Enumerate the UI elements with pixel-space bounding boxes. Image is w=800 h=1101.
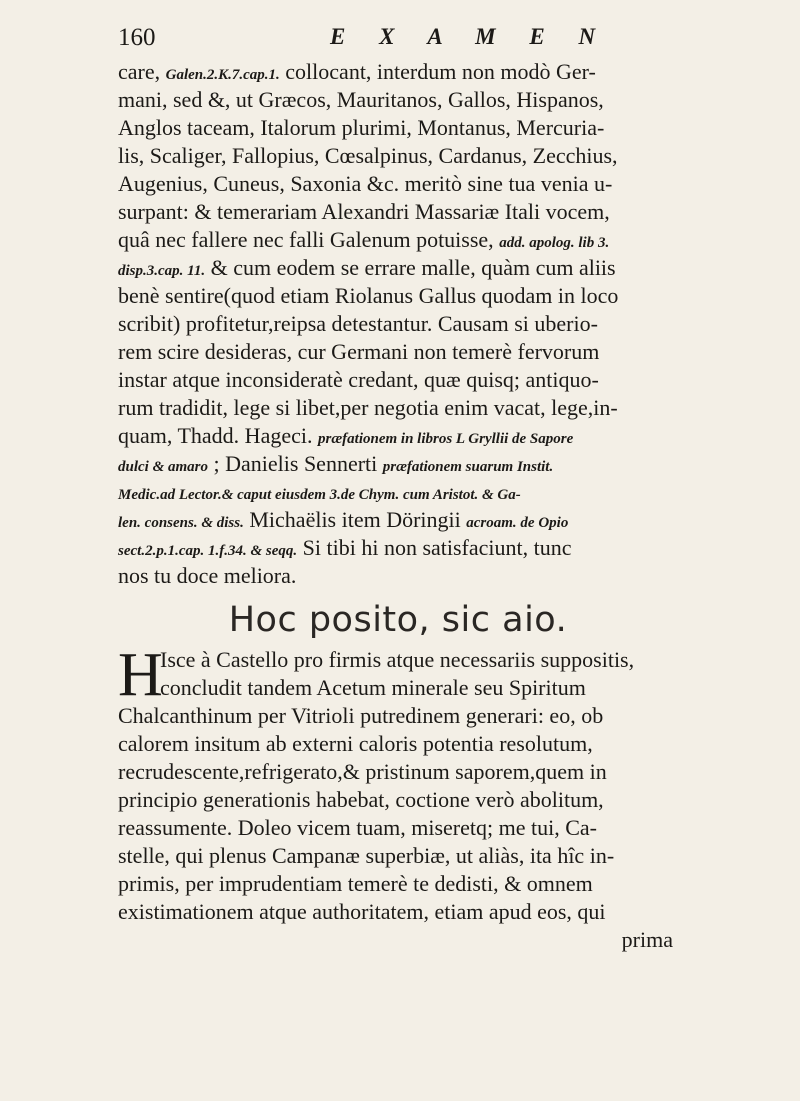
text-line: rem scire desideras, cur Germani non temerè fervorum (118, 339, 600, 364)
text-line: reassumente. Doleo vicem tuam, miseretq; me tui, Ca- (118, 815, 597, 840)
text-line: mani, sed &, ut Græcos, Mauritanos, Gallos, Hispanos, (118, 87, 604, 112)
text-line: disp.3.cap. 11. & cum eodem se errare malle, quàm cum aliis (118, 255, 616, 280)
text-line: Chalcanthinum per Vitrioli putredinem generari: eo, ob (118, 703, 604, 728)
drop-cap-block (118, 641, 683, 709)
running-title: E X A M E N (330, 24, 610, 49)
text-line: primis, per imprudentiam temerè te dedisti, & omnem (118, 871, 593, 896)
text-line: Isce à Castello pro firmis atque necessariis suppositis, (160, 647, 635, 672)
text-line: principio generationis habebat, coctione verò abolitum, (118, 787, 604, 812)
text-line: quâ nec fallere nec falli Galenum potuisse, add. apolog. lib 3. (118, 227, 610, 252)
page-number: 160 (118, 24, 156, 51)
paragraph-1 (118, 58, 683, 590)
section-heading: Hoc posito, sic aio. (228, 600, 568, 640)
text-line: existimationem atque authoritatem, etiam apud eos, qui (118, 899, 606, 924)
text-line: benè sentire(quod etiam Riolanus Gallus quodam in loco (118, 283, 619, 308)
page-body (118, 58, 683, 954)
text-line: Augenius, Cuneus, Saxonia &c. meritò sine tua venia u- (118, 171, 613, 196)
text-line: scribit) profitetur,reipsa detestantur. Causam si uberio- (118, 311, 598, 336)
text-line: Medic.ad Lector.& caput eiusdem 3.de Chym. cum Aristot. & Ga- (118, 487, 521, 503)
text-line: stelle, qui plenus Campanæ superbiæ, ut aliàs, ita hîc in- (118, 843, 615, 868)
catchword: prima (621, 927, 673, 952)
text-line: dulci & amaro ; Danielis Sennerti præfationem suarum Instit. (118, 451, 554, 476)
text-line: len. consens. & diss. Michaëlis item Döringii acroam. de Opio (118, 507, 569, 532)
text-line: recrudescente,refrigerato,& pristinum saporem,quem in (118, 759, 607, 784)
text-line: calorem insitum ab externi caloris potentia resolutum, (118, 731, 593, 756)
text-line: instar atque inconsideratè credant, quæ quisq; antiquo- (118, 367, 599, 392)
paragraph-2 (118, 641, 683, 954)
drop-cap: H (118, 641, 163, 709)
text-line: rum tradidit, lege si libet,per negotia enim vacat, lege,in- (118, 395, 618, 420)
text-line: sect.2.p.1.cap. 1.f.34. & seqq. Si tibi hi non satisfaciunt, tunc (118, 535, 572, 560)
text-line: care, Galen.2.K.7.cap.1. collocant, interdum non modò Ger- (118, 59, 596, 84)
text-line: nos tu doce meliora. (118, 563, 297, 588)
text-line: quam, Thadd. Hageci. præfationem in libros L Gryllii de Sapore (118, 423, 574, 448)
text-line: surpant: & temerariam Alexandri Massariæ Itali vocem, (118, 199, 610, 224)
text-line: concludit tandem Acetum minerale seu Spiritum (160, 675, 586, 700)
text-line: Anglos taceam, Italorum plurimi, Montanus, Mercuria- (118, 115, 605, 140)
text-line: lis, Scaliger, Fallopius, Cœsalpinus, Cardanus, Zecchius, (118, 143, 618, 168)
